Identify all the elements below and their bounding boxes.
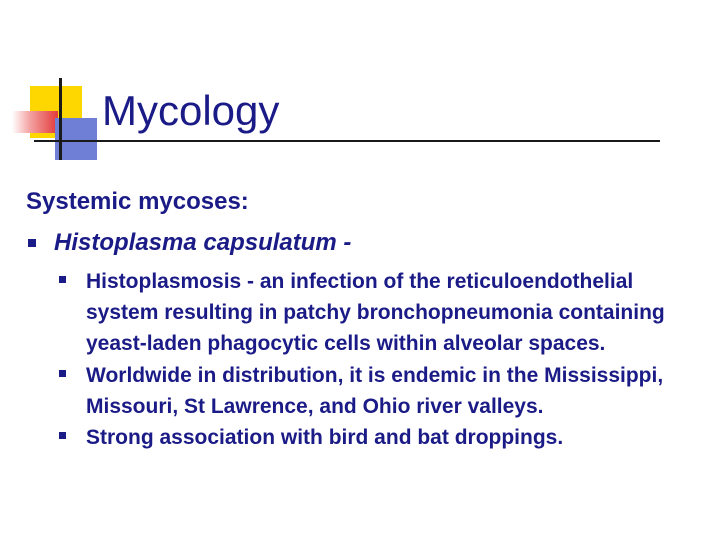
list-item	[86, 422, 676, 453]
list-item-text: Strong association with bird and bat droppings.	[86, 426, 564, 450]
square-bullet-icon	[59, 370, 66, 377]
vertical-rule	[59, 78, 62, 160]
title-decoration	[0, 0, 110, 170]
section-heading: Systemic mycoses:	[26, 188, 249, 215]
list-item-text: Worldwide in distribution, it is endemic in the Mississippi, Missouri, St Lawrence, and Ohio river valleys.	[86, 363, 664, 418]
list-item-text: Histoplasmosis - an infection of the reticuloendothelial system resulting in patchy bronchopneumonia containing yeast-laden phagocytic cells within alveolar spaces.	[86, 270, 665, 356]
list-item	[86, 360, 676, 422]
organism-name: Histoplasma capsulatum -	[54, 229, 352, 256]
detail-list	[86, 266, 676, 453]
slide-title: Mycology	[102, 87, 280, 134]
red-bar-decoration	[12, 111, 58, 133]
list-item	[86, 266, 676, 360]
square-bullet-icon	[59, 276, 66, 283]
square-bullet-icon	[28, 239, 36, 247]
square-bullet-icon	[59, 432, 66, 439]
title-underline-rule	[34, 140, 660, 142]
